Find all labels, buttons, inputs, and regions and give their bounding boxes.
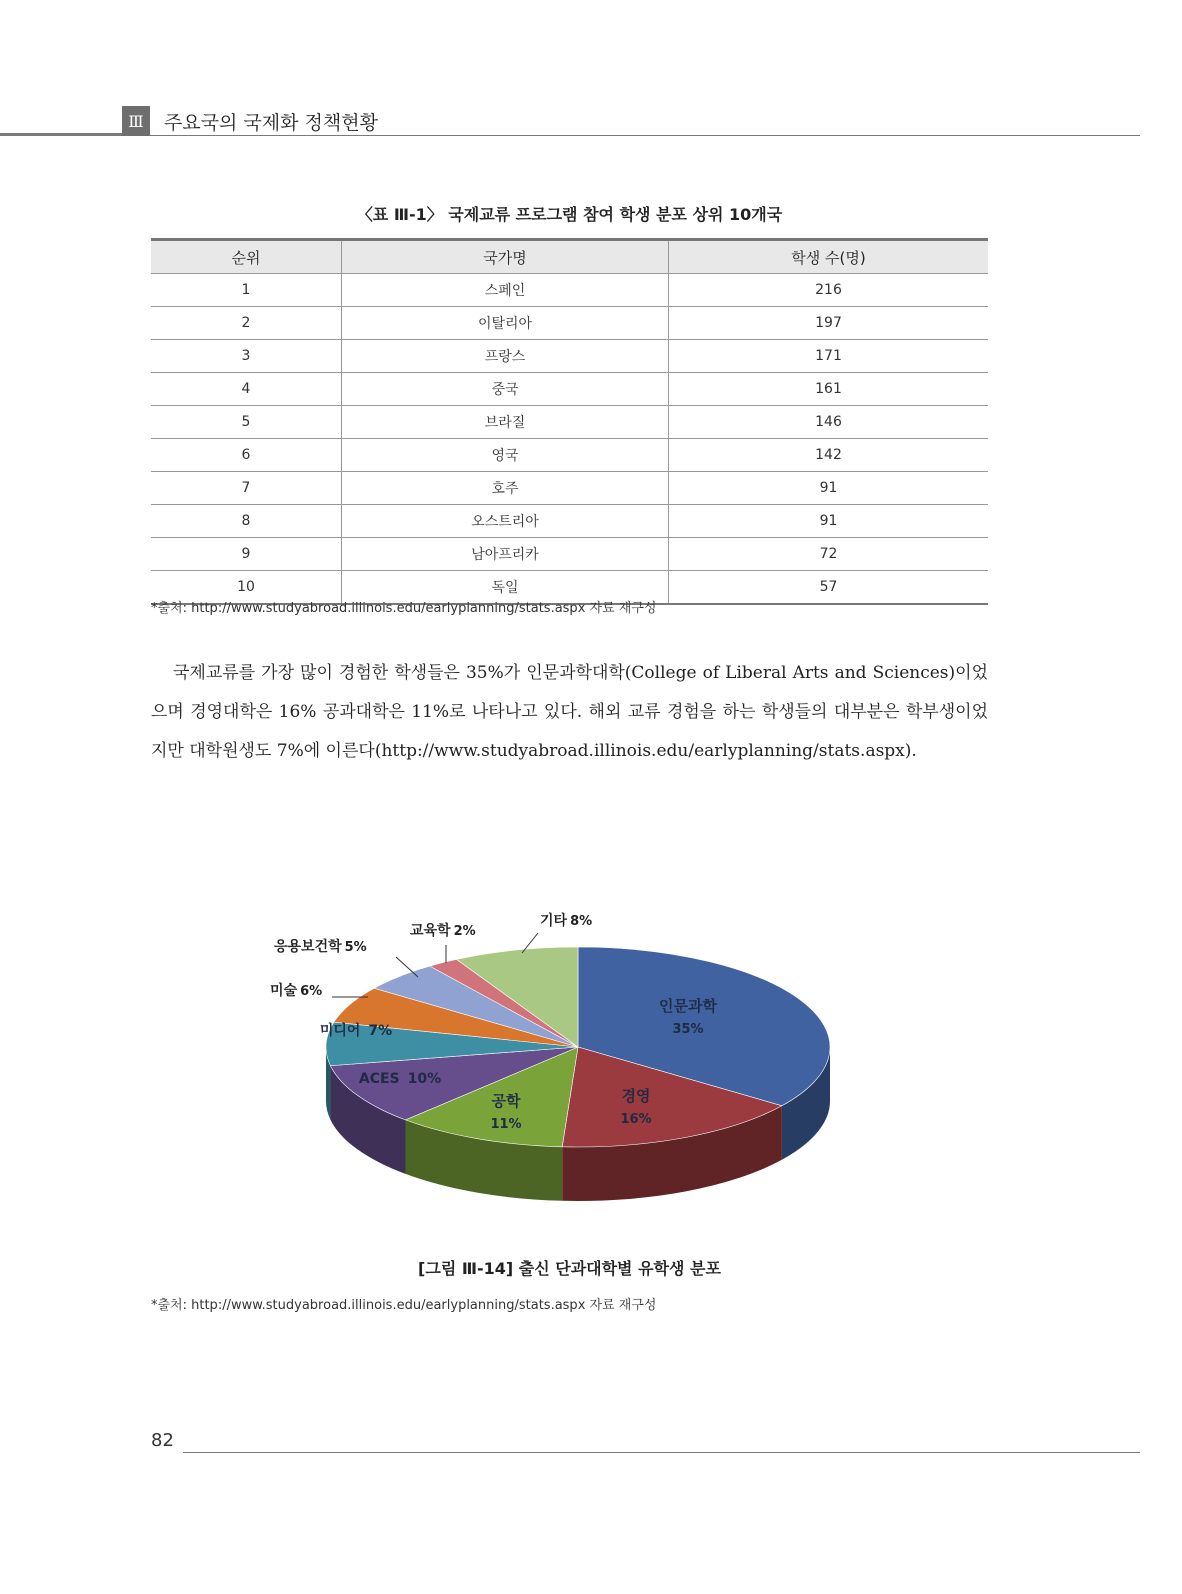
header-students: 학생 수(명) (669, 240, 989, 274)
students-cell: 161 (669, 373, 989, 406)
rank-cell: 7 (151, 472, 342, 505)
body-paragraph: 국제교류를 가장 많이 경험한 학생들은 35%가 인문과학대학(College of Liberal Arts and Sciences)이었으며 경영대학은 16% 공과대학은 11%로 나타나고 있다. 해외 교류 경험을 하는 학생들의 대부분은 학부생이었지만 대학원생도 7%에 이른다(http://www.studyabroad.illinois.edu/earlyplanning/stats.aspx). (151, 663, 988, 761)
slice-label-value: 6% (300, 984, 323, 999)
students-cell: 57 (669, 571, 989, 605)
country-cell: 독일 (342, 571, 669, 605)
slice-label (270, 982, 322, 999)
slice-label-name: 미디어 (319, 1023, 361, 1039)
slice-label-name: 미술 (270, 983, 298, 999)
rank-cell: 4 (151, 373, 342, 406)
country-cell: 스페인 (342, 274, 669, 307)
chapter-title: 주요국의 국제화 정책현황 (164, 112, 378, 134)
table-source: *출처: http://www.studyabroad.illinois.edu/earlyplanning/stats.aspx 자료 재구성 (151, 601, 657, 616)
slice-label-name: 교육학 (410, 923, 451, 939)
pie-top (326, 947, 830, 1147)
country-cell: 브라질 (342, 406, 669, 439)
footer-rule (183, 1452, 1140, 1453)
table-row (151, 505, 988, 538)
rank-cell: 5 (151, 406, 342, 439)
header-country: 국가명 (342, 240, 669, 274)
table-caption: 〈표 Ⅲ-1〉 국제교류 프로그램 참여 학생 분포 상위 10개국 (356, 205, 783, 224)
rank-cell: 9 (151, 538, 342, 571)
figure-caption: [그림 Ⅲ-14] 출신 단과대학별 유학생 분포 (418, 1259, 721, 1278)
slice-label-value: 10% (407, 1071, 442, 1087)
header-rule-left (0, 133, 122, 136)
table-row (151, 439, 988, 472)
figure-source: *출처: http://www.studyabroad.illinois.edu/earlyplanning/stats.aspx 자료 재구성 (151, 1298, 657, 1313)
students-cell: 171 (669, 340, 989, 373)
rank-cell: 1 (151, 274, 342, 307)
slice-label-value: 5% (344, 940, 367, 955)
slice-label (410, 922, 476, 939)
chapter-badge: Ⅲ (122, 106, 150, 136)
students-cell: 216 (669, 274, 989, 307)
header-rule (150, 135, 1140, 136)
slice-label-name: ACES (358, 1071, 400, 1087)
table-header-row (151, 240, 988, 274)
rank-cell: 3 (151, 340, 342, 373)
slice-label (274, 938, 367, 955)
students-cell: 91 (669, 505, 989, 538)
slice-label: 공학 (491, 1092, 521, 1110)
country-table (151, 238, 988, 605)
country-cell: 프랑스 (342, 340, 669, 373)
country-cell: 이탈리아 (342, 307, 669, 340)
rank-cell: 10 (151, 571, 342, 605)
page-number: 82 (151, 1430, 174, 1451)
country-cell: 오스트리아 (342, 505, 669, 538)
table-body (151, 274, 988, 605)
slice-label-value: 2% (453, 924, 476, 939)
slice-value: 11% (490, 1117, 522, 1132)
students-cell: 91 (669, 472, 989, 505)
slice-value: 35% (672, 1022, 704, 1037)
students-cell: 197 (669, 307, 989, 340)
country-cell: 남아프리카 (342, 538, 669, 571)
slice-label (540, 912, 592, 929)
table-row (151, 340, 988, 373)
pie-chart (260, 905, 880, 1225)
rank-cell: 8 (151, 505, 342, 538)
country-cell: 중국 (342, 373, 669, 406)
table-row (151, 406, 988, 439)
table-row (151, 538, 988, 571)
students-cell: 72 (669, 538, 989, 571)
slice-value: 16% (620, 1112, 652, 1127)
country-cell: 호주 (342, 472, 669, 505)
slice-label-name: 기타 (540, 913, 568, 929)
slice-label-value: 7% (368, 1023, 393, 1039)
table-row (151, 307, 988, 340)
slice-label: 경영 (621, 1087, 651, 1105)
slice-label-name: 응용보건학 (274, 939, 342, 955)
header-rank: 순위 (151, 240, 342, 274)
table-row (151, 472, 988, 505)
rank-cell: 2 (151, 307, 342, 340)
slice-label (320, 1022, 392, 1039)
rank-cell: 6 (151, 439, 342, 472)
slice-label: 인문과학 (659, 997, 717, 1015)
students-cell: 142 (669, 439, 989, 472)
country-cell: 영국 (342, 439, 669, 472)
students-cell: 146 (669, 406, 989, 439)
table-row (151, 373, 988, 406)
table-row (151, 274, 988, 307)
slice-label-value: 8% (570, 914, 593, 929)
